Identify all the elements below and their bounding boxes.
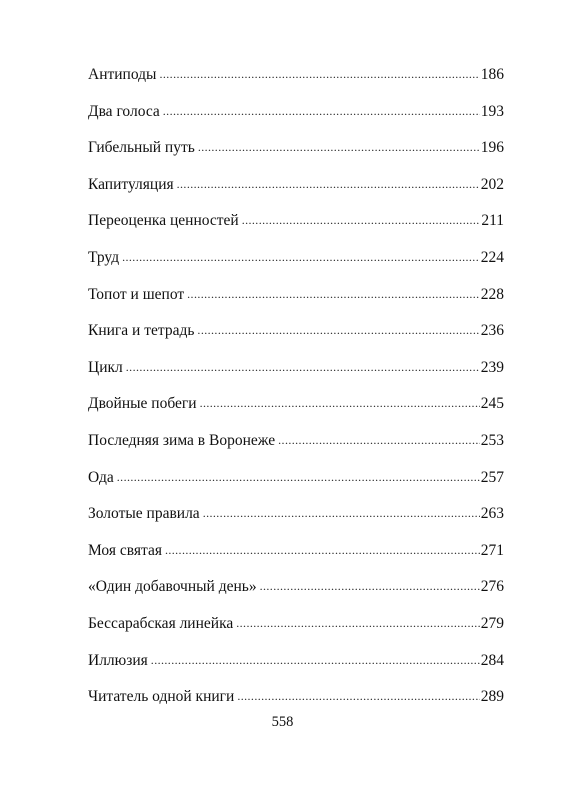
toc-entry-title: Топот и шепот — [88, 285, 185, 303]
page-number: 558 — [271, 714, 294, 730]
toc-entry-page: 202 — [480, 175, 504, 193]
toc-entry-page: 263 — [480, 505, 504, 523]
toc-entry[interactable] — [88, 496, 504, 533]
toc-entry[interactable] — [88, 350, 504, 387]
toc-dot-leader — [177, 167, 480, 203]
toc-dot-leader — [187, 277, 480, 313]
toc-dot-leader — [159, 57, 479, 93]
toc-entry-title: Книга и тетрадь — [88, 322, 195, 340]
toc-entry-page: 276 — [480, 578, 504, 596]
toc-dot-leader — [200, 386, 480, 422]
toc-entry-page: 211 — [481, 212, 504, 230]
toc-entry-page: 271 — [480, 541, 504, 559]
toc-entry-page: 236 — [480, 322, 504, 340]
toc-entry-page: 224 — [480, 248, 504, 266]
toc-entry-title: Цикл — [88, 358, 123, 376]
toc-entry-page: 289 — [480, 688, 504, 706]
toc-dot-leader — [151, 643, 480, 679]
toc-entry-title: Два голоса — [88, 102, 160, 120]
toc-dot-leader — [203, 496, 480, 532]
toc-dot-leader — [237, 679, 479, 715]
toc-entry[interactable] — [88, 606, 504, 643]
toc-entry[interactable] — [88, 569, 504, 606]
toc-dot-leader — [163, 94, 480, 130]
toc-dot-leader — [278, 423, 480, 459]
toc-entry-page: 245 — [480, 395, 504, 413]
toc-entry[interactable] — [88, 57, 504, 94]
toc-entry-page: 193 — [480, 102, 504, 120]
toc-entry-title: Последняя зима в Воронеже — [88, 431, 276, 449]
toc-dot-leader — [126, 350, 480, 386]
toc-entry-title: Бессарабская линейка — [88, 614, 234, 632]
toc-entry-page: 186 — [480, 66, 504, 83]
toc-entry-title: Антиподы — [88, 66, 157, 83]
toc-dot-leader — [197, 313, 479, 349]
toc-entry-title: Двойные побеги — [88, 395, 197, 413]
toc-entry-page: 257 — [480, 468, 504, 486]
toc-entry[interactable] — [88, 313, 504, 350]
toc-entry[interactable] — [88, 94, 504, 131]
toc-entry-page: 228 — [480, 285, 504, 303]
table-of-contents — [88, 57, 504, 716]
toc-entry[interactable] — [88, 643, 504, 680]
toc-entry-title: Моя святая — [88, 541, 162, 559]
toc-entry-title: Иллюзия — [88, 651, 148, 669]
toc-entry-title: «Один добавочный день» — [88, 578, 257, 596]
toc-entry-title: Читатель одной книги — [88, 688, 235, 706]
toc-entry-page: 253 — [480, 431, 504, 449]
toc-dot-leader — [260, 569, 480, 605]
toc-entry-title: Ода — [88, 468, 114, 486]
toc-entry-page: 279 — [480, 614, 504, 632]
toc-dot-leader — [165, 533, 480, 569]
toc-entry[interactable] — [88, 277, 504, 314]
toc-entry-title: Гибельный путь — [88, 139, 195, 157]
toc-entry[interactable] — [88, 679, 504, 716]
toc-entry[interactable] — [88, 386, 504, 423]
toc-dot-leader — [198, 130, 480, 166]
toc-dot-leader — [122, 240, 480, 276]
toc-dot-leader — [117, 460, 480, 496]
toc-entry[interactable] — [88, 130, 504, 167]
toc-entry-page: 284 — [480, 651, 504, 669]
toc-entry-title: Переоценка ценностей — [88, 212, 239, 230]
toc-entry-title: Труд — [88, 248, 120, 266]
toc-entry-page: 239 — [480, 358, 504, 376]
toc-entry[interactable] — [88, 533, 504, 570]
toc-entry[interactable] — [88, 167, 504, 204]
toc-entry-title: Золотые правила — [88, 505, 200, 523]
toc-entry-title: Капитуляция — [88, 175, 174, 193]
toc-dot-leader — [242, 203, 481, 239]
toc-entry[interactable] — [88, 203, 504, 240]
toc-entry[interactable] — [88, 423, 504, 460]
toc-entry-page: 196 — [480, 139, 504, 157]
toc-entry[interactable] — [88, 240, 504, 277]
toc-entry[interactable] — [88, 460, 504, 497]
toc-dot-leader — [236, 606, 480, 642]
